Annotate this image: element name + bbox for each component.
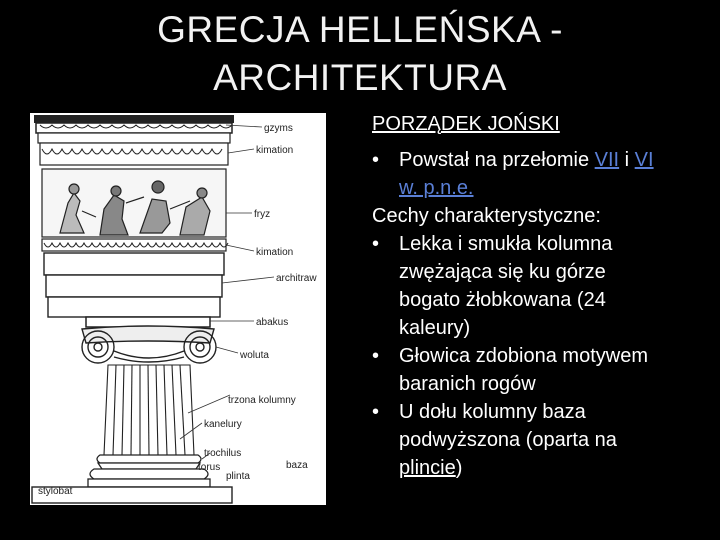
section-heading: PORZĄDEK JOŃSKI [372, 113, 560, 135]
bullet-column-line4: kaleury) [399, 317, 471, 339]
label-kimation-bottom: kimation [256, 247, 294, 258]
title-line-1: GRECJA HELLEŃSKA - [157, 9, 563, 50]
column-shaft [104, 365, 194, 455]
cornice-top-band [34, 115, 234, 123]
bullet-base [372, 398, 717, 482]
bullet-marker: • [372, 401, 380, 423]
bullet-origin [372, 146, 717, 202]
cornice-lower-band [38, 133, 230, 143]
label-architraw: architraw [276, 273, 317, 284]
bullet-column-line1: Lekka i smukła kolumna [399, 233, 613, 255]
content-panel [372, 110, 717, 482]
label-fryz: fryz [254, 209, 271, 220]
bullet-column [372, 230, 717, 342]
bullet-origin-prefix: Powstał na przełomie [399, 149, 595, 171]
label-baza: baza [286, 460, 308, 471]
column-drawing [30, 113, 326, 505]
bullet-column-line2: zwężająca się ku górze [399, 261, 606, 283]
bullet-column-line3: bogato żłobkowana (24 [399, 289, 606, 311]
bullet-capital [372, 342, 717, 398]
slide-title [0, 6, 720, 102]
column-base [88, 455, 210, 487]
bullet-base-line1: U dołu kolumny baza [399, 401, 586, 423]
label-kanelury: kanelury [204, 419, 242, 430]
bullet-capital-line1: Głowica zdobiona motywem [399, 345, 648, 367]
label-plinta: plinta [226, 471, 250, 482]
ionic-order-diagram [30, 113, 326, 505]
bullet-marker: • [372, 233, 380, 255]
link-vii-century[interactable]: VII [594, 149, 620, 171]
bullet-marker: • [372, 149, 380, 171]
label-gzyms: gzyms [264, 123, 293, 134]
label-torus: torus [198, 462, 221, 473]
link-plinta[interactable]: plincie [399, 457, 456, 479]
ionic-capital [82, 326, 216, 363]
architrave [44, 253, 224, 317]
label-abakus: abakus [256, 317, 289, 328]
label-trochilus: trochilus [204, 448, 242, 459]
bullet-base-end: ) [455, 457, 463, 479]
label-stylobat: stylobat [38, 486, 73, 497]
bullet-origin-mid: i [619, 149, 635, 171]
label-woluta: woluta [240, 350, 269, 361]
bullet-marker: • [372, 345, 380, 367]
link-bc[interactable]: w. p.n.e. [399, 177, 474, 199]
link-vi-century[interactable]: VI [634, 149, 654, 171]
label-kimation-top: kimation [256, 145, 294, 156]
bullet-capital-line2: baranich rogów [399, 373, 536, 395]
label-trzona: trzona kolumny [228, 395, 296, 406]
features-heading: Cechy charakterystyczne: [372, 205, 601, 227]
title-line-2: ARCHITEKTURA [213, 57, 507, 98]
bullet-base-line2: podwyższona (oparta na [399, 429, 617, 451]
